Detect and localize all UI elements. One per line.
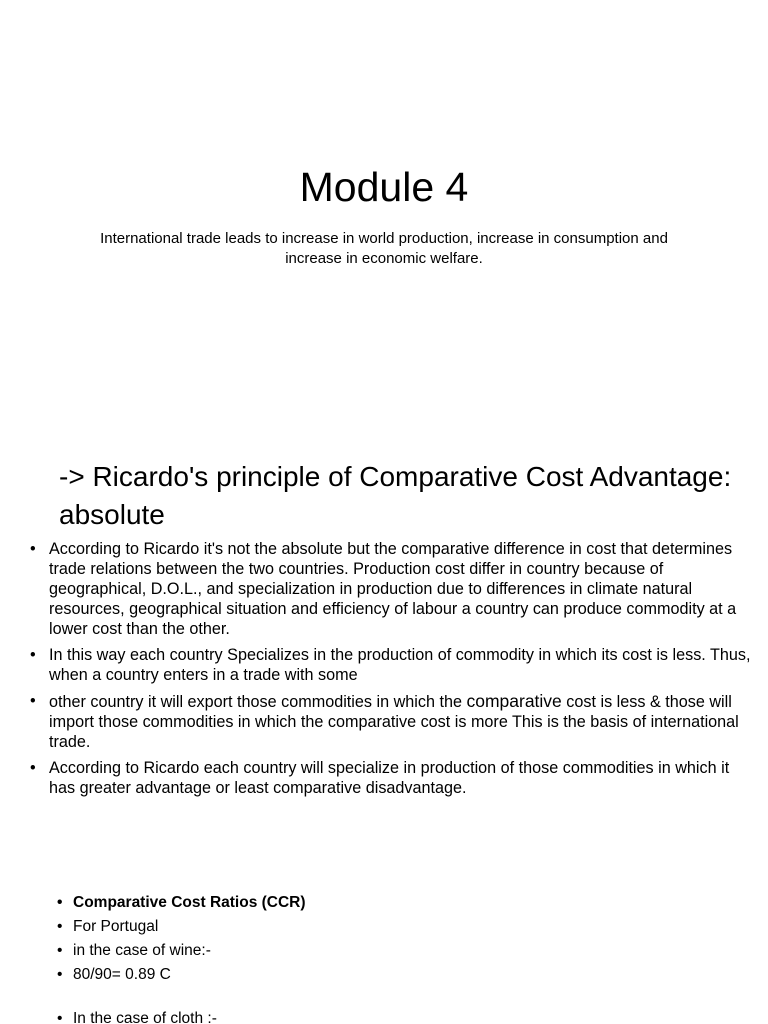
ccr-item-text: In the case of cloth :- [73, 1010, 217, 1024]
slide-title [0, 0, 768, 432]
slide-ccr [0, 864, 768, 1024]
bullet-item [30, 758, 755, 798]
slide-ricardo [0, 432, 768, 864]
ccr-item-text: For Portugal [73, 918, 159, 935]
bullet-dot: • [57, 942, 63, 959]
slide-heading: -> Ricardo's principle of Comparative Cost Advantage: absolute [59, 461, 732, 530]
ccr-list [57, 891, 457, 1024]
bullet-dot: • [30, 540, 36, 558]
slide-subtitle: International trade leads to increase in world production, increase in consumption and increase in economic welfare. [100, 230, 668, 267]
bullet-dot: • [57, 894, 63, 911]
ccr-item-text: 80/90= 0.89 C [73, 966, 171, 983]
bullet-dot: • [57, 918, 63, 935]
ccr-item [57, 915, 457, 939]
bullet-dot: • [30, 692, 36, 710]
bullet-text-pre: other country it will export those commodities in which the [49, 693, 467, 711]
bullet-dot: • [30, 646, 36, 664]
ccr-item [57, 891, 457, 915]
ccr-item [57, 1007, 457, 1024]
slide-title-heading: Module 4 [299, 164, 469, 210]
bullet-list [30, 539, 755, 804]
bullet-dot: • [57, 966, 63, 983]
bullet-dot: • [30, 759, 36, 777]
bullet-item [30, 645, 755, 685]
bullet-text-post: cost is less & those will import those commodities in which the comparative cost is more This is the basis of international trade. [49, 693, 739, 751]
bullet-dot: • [57, 1010, 63, 1024]
bullet-text: According to Ricardo it's not the absolute but the comparative difference in cost that determines trade relations between the two countries. Production cost differ in country because of geographical, D.O.L., and specialization in production due to differences in climate natural resources, geographical situation and efficiency of labour a country can produce commodity at a lower cost than the other. [49, 540, 737, 638]
ccr-item [57, 939, 457, 963]
bullet-item [30, 539, 755, 639]
bullet-text-emphasis: comparative [466, 691, 562, 711]
ccr-item-text: Comparative Cost Ratios (CCR) [73, 894, 306, 911]
bullet-text: According to Ricardo each country will specialize in production of those commodities in which it has greater advantage or least comparative disadvantage. [49, 759, 730, 797]
ccr-item [57, 963, 457, 987]
ccr-item-text: in the case of wine:- [73, 942, 211, 959]
bullet-item [30, 691, 755, 752]
bullet-text: In this way each country Specializes in the production of commodity in which its cost is less. Thus, when a country enters in a trade with some [49, 646, 751, 684]
